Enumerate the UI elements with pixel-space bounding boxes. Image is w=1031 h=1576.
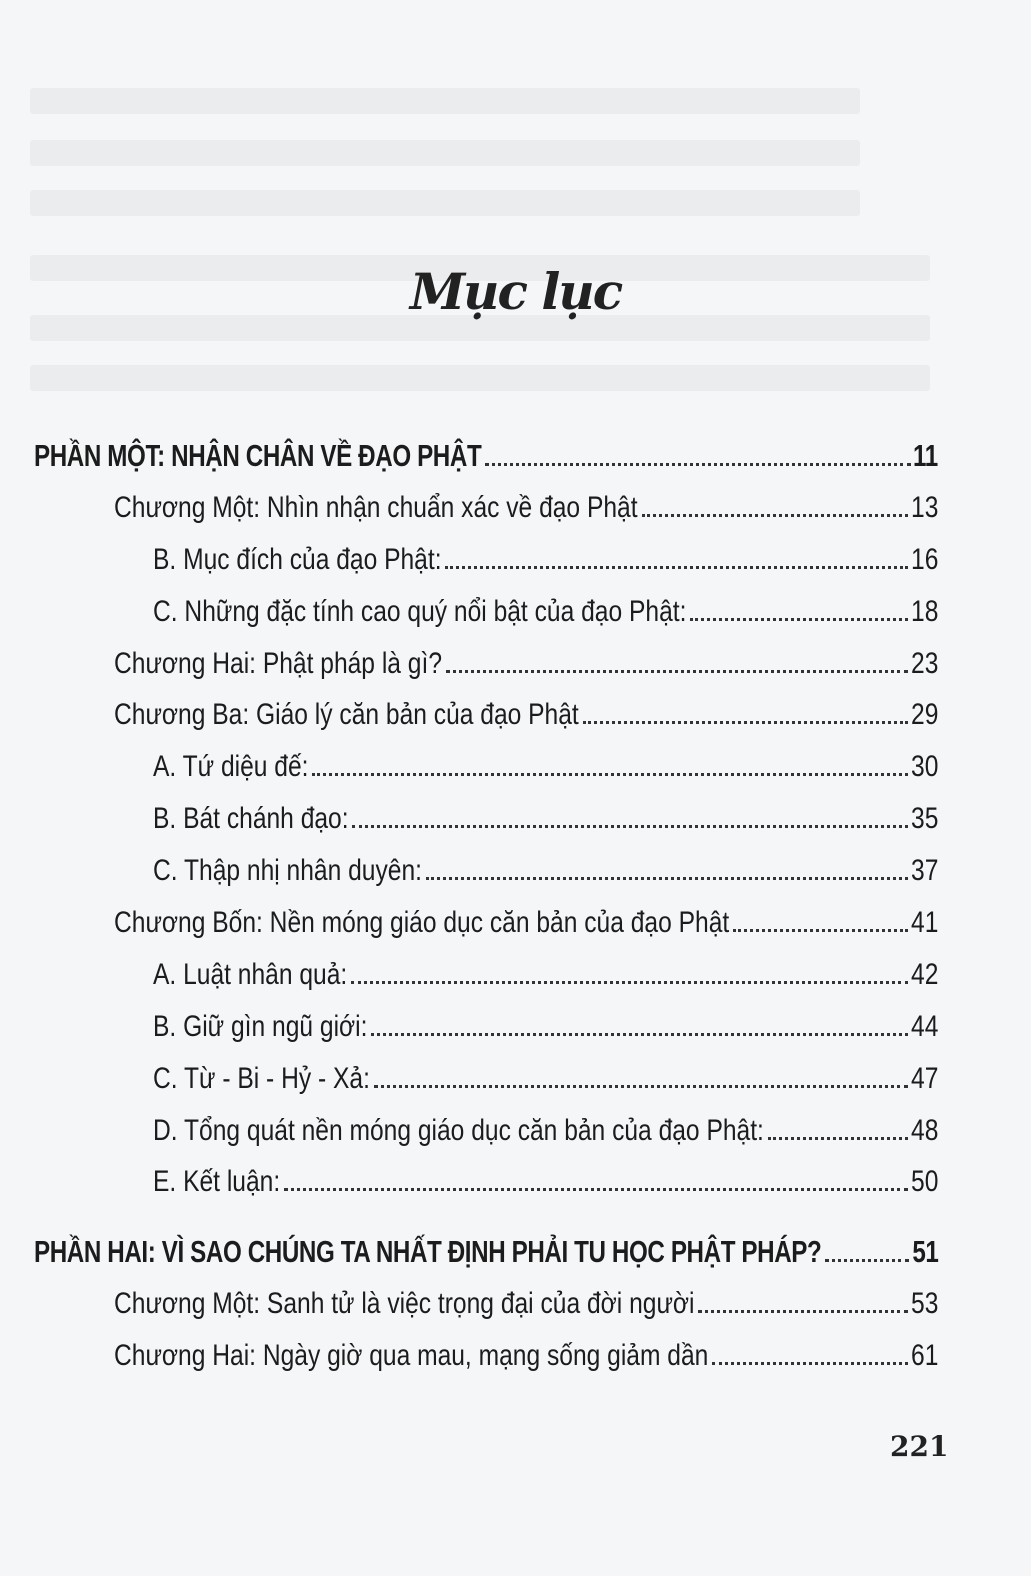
toc-entry-page: 61 — [910, 1339, 938, 1373]
toc-entry-label: C. Những đặc tính cao quý nổi bật của đạo Phật: — [153, 594, 687, 628]
toc-entry-page: 41 — [910, 906, 938, 940]
dot-leader — [825, 1259, 909, 1262]
dot-leader — [690, 618, 908, 621]
toc-entry-section[interactable] — [34, 1001, 938, 1053]
dot-leader — [445, 566, 908, 569]
dot-leader — [642, 514, 908, 517]
toc-entry-page: 30 — [910, 750, 938, 784]
toc-entry-page: 51 — [911, 1234, 938, 1270]
toc-entry-section[interactable] — [34, 793, 938, 845]
toc-entry-label: C. Thập nhị nhân duyên: — [153, 854, 422, 888]
toc-entry-page: 37 — [910, 854, 938, 888]
toc-entry-page: 47 — [910, 1061, 938, 1095]
toc-entry-label: Chương Một: Sanh tử là việc trọng đại của đời người — [114, 1287, 695, 1321]
toc-entry-section[interactable] — [34, 741, 938, 793]
table-of-contents — [34, 430, 938, 1382]
toc-entry-chapter[interactable] — [34, 897, 938, 949]
dot-leader — [312, 773, 908, 776]
toc-entry-section[interactable] — [34, 534, 938, 586]
dot-leader — [371, 1033, 908, 1036]
toc-entry-label: PHẦN MỘT: NHẬN CHÂN VỀ ĐẠO PHẬT — [34, 438, 482, 473]
dot-leader — [583, 721, 909, 724]
dot-leader — [374, 1085, 909, 1088]
toc-entry-page: 42 — [910, 957, 938, 991]
dot-leader — [284, 1188, 908, 1191]
toc-entry-page: 53 — [910, 1287, 938, 1321]
toc-entry-page: 13 — [910, 490, 938, 524]
dot-leader — [733, 929, 908, 932]
toc-entry-chapter[interactable] — [34, 689, 938, 741]
toc-entry-label: D. Tổng quát nền móng giáo dục căn bản của đạo Phật: — [153, 1113, 764, 1147]
dot-leader — [351, 981, 908, 984]
page-title: Mục lục — [409, 262, 622, 321]
dot-leader — [446, 670, 908, 673]
toc-entry-chapter[interactable] — [34, 482, 938, 534]
toc-entry-label: PHẦN HAI: VÌ SAO CHÚNG TA NHẤT ĐỊNH PHẢI TU HỌC PHẬT PHÁP? — [34, 1234, 822, 1270]
toc-entry-page: 23 — [910, 646, 938, 680]
page-number: 221 — [890, 1430, 949, 1463]
toc-entry-label: A. Luật nhân quả: — [153, 957, 348, 991]
toc-entry-part[interactable] — [34, 1226, 938, 1278]
toc-entry-page: 48 — [910, 1113, 938, 1147]
toc-entry-section[interactable] — [34, 949, 938, 1001]
toc-entry-section[interactable] — [34, 1156, 938, 1208]
dot-leader — [352, 825, 908, 828]
toc-entry-page: 11 — [913, 438, 938, 473]
toc-entry-page: 35 — [910, 802, 938, 836]
toc-entry-label: B. Bát chánh đạo: — [153, 802, 349, 836]
toc-entry-chapter[interactable] — [34, 1330, 938, 1382]
toc-entry-label: Chương Hai: Ngày giờ qua mau, mạng sống giảm dần — [114, 1339, 709, 1373]
part-gap — [34, 1208, 938, 1226]
toc-entry-part[interactable] — [34, 430, 938, 482]
toc-entry-page: 50 — [910, 1165, 938, 1199]
toc-entry-label: B. Mục đích của đạo Phật: — [153, 542, 442, 576]
toc-entry-page: 44 — [910, 1009, 938, 1043]
toc-entry-label: Chương Một: Nhìn nhận chuẩn xác về đạo Phật — [114, 490, 638, 524]
toc-entry-label: Chương Hai: Phật pháp là gì? — [114, 646, 443, 680]
toc-entry-section[interactable] — [34, 1053, 938, 1105]
toc-entry-section[interactable] — [34, 586, 938, 638]
toc-entry-label: C. Từ - Bi - Hỷ - Xả: — [153, 1061, 370, 1095]
toc-entry-label: Chương Ba: Giáo lý căn bản của đạo Phật — [114, 698, 579, 732]
dot-leader — [426, 877, 908, 880]
toc-entry-chapter[interactable] — [34, 638, 938, 690]
dot-leader — [768, 1137, 908, 1140]
dot-leader — [698, 1310, 908, 1313]
toc-entry-section[interactable] — [34, 845, 938, 897]
toc-entry-label: E. Kết luận: — [153, 1165, 281, 1199]
toc-entry-label: Chương Bốn: Nền móng giáo dục căn bản của đạo Phật — [114, 906, 730, 940]
toc-entry-page: 29 — [910, 698, 938, 732]
toc-entry-label: A. Tứ diệu đế: — [153, 750, 309, 784]
toc-entry-section[interactable] — [34, 1105, 938, 1157]
dot-leader — [485, 463, 912, 466]
dot-leader — [712, 1362, 908, 1365]
toc-entry-label: B. Giữ gìn ngũ giới: — [153, 1009, 368, 1043]
toc-entry-page: 16 — [910, 542, 938, 576]
toc-entry-chapter[interactable] — [34, 1278, 938, 1330]
toc-entry-page: 18 — [910, 594, 938, 628]
